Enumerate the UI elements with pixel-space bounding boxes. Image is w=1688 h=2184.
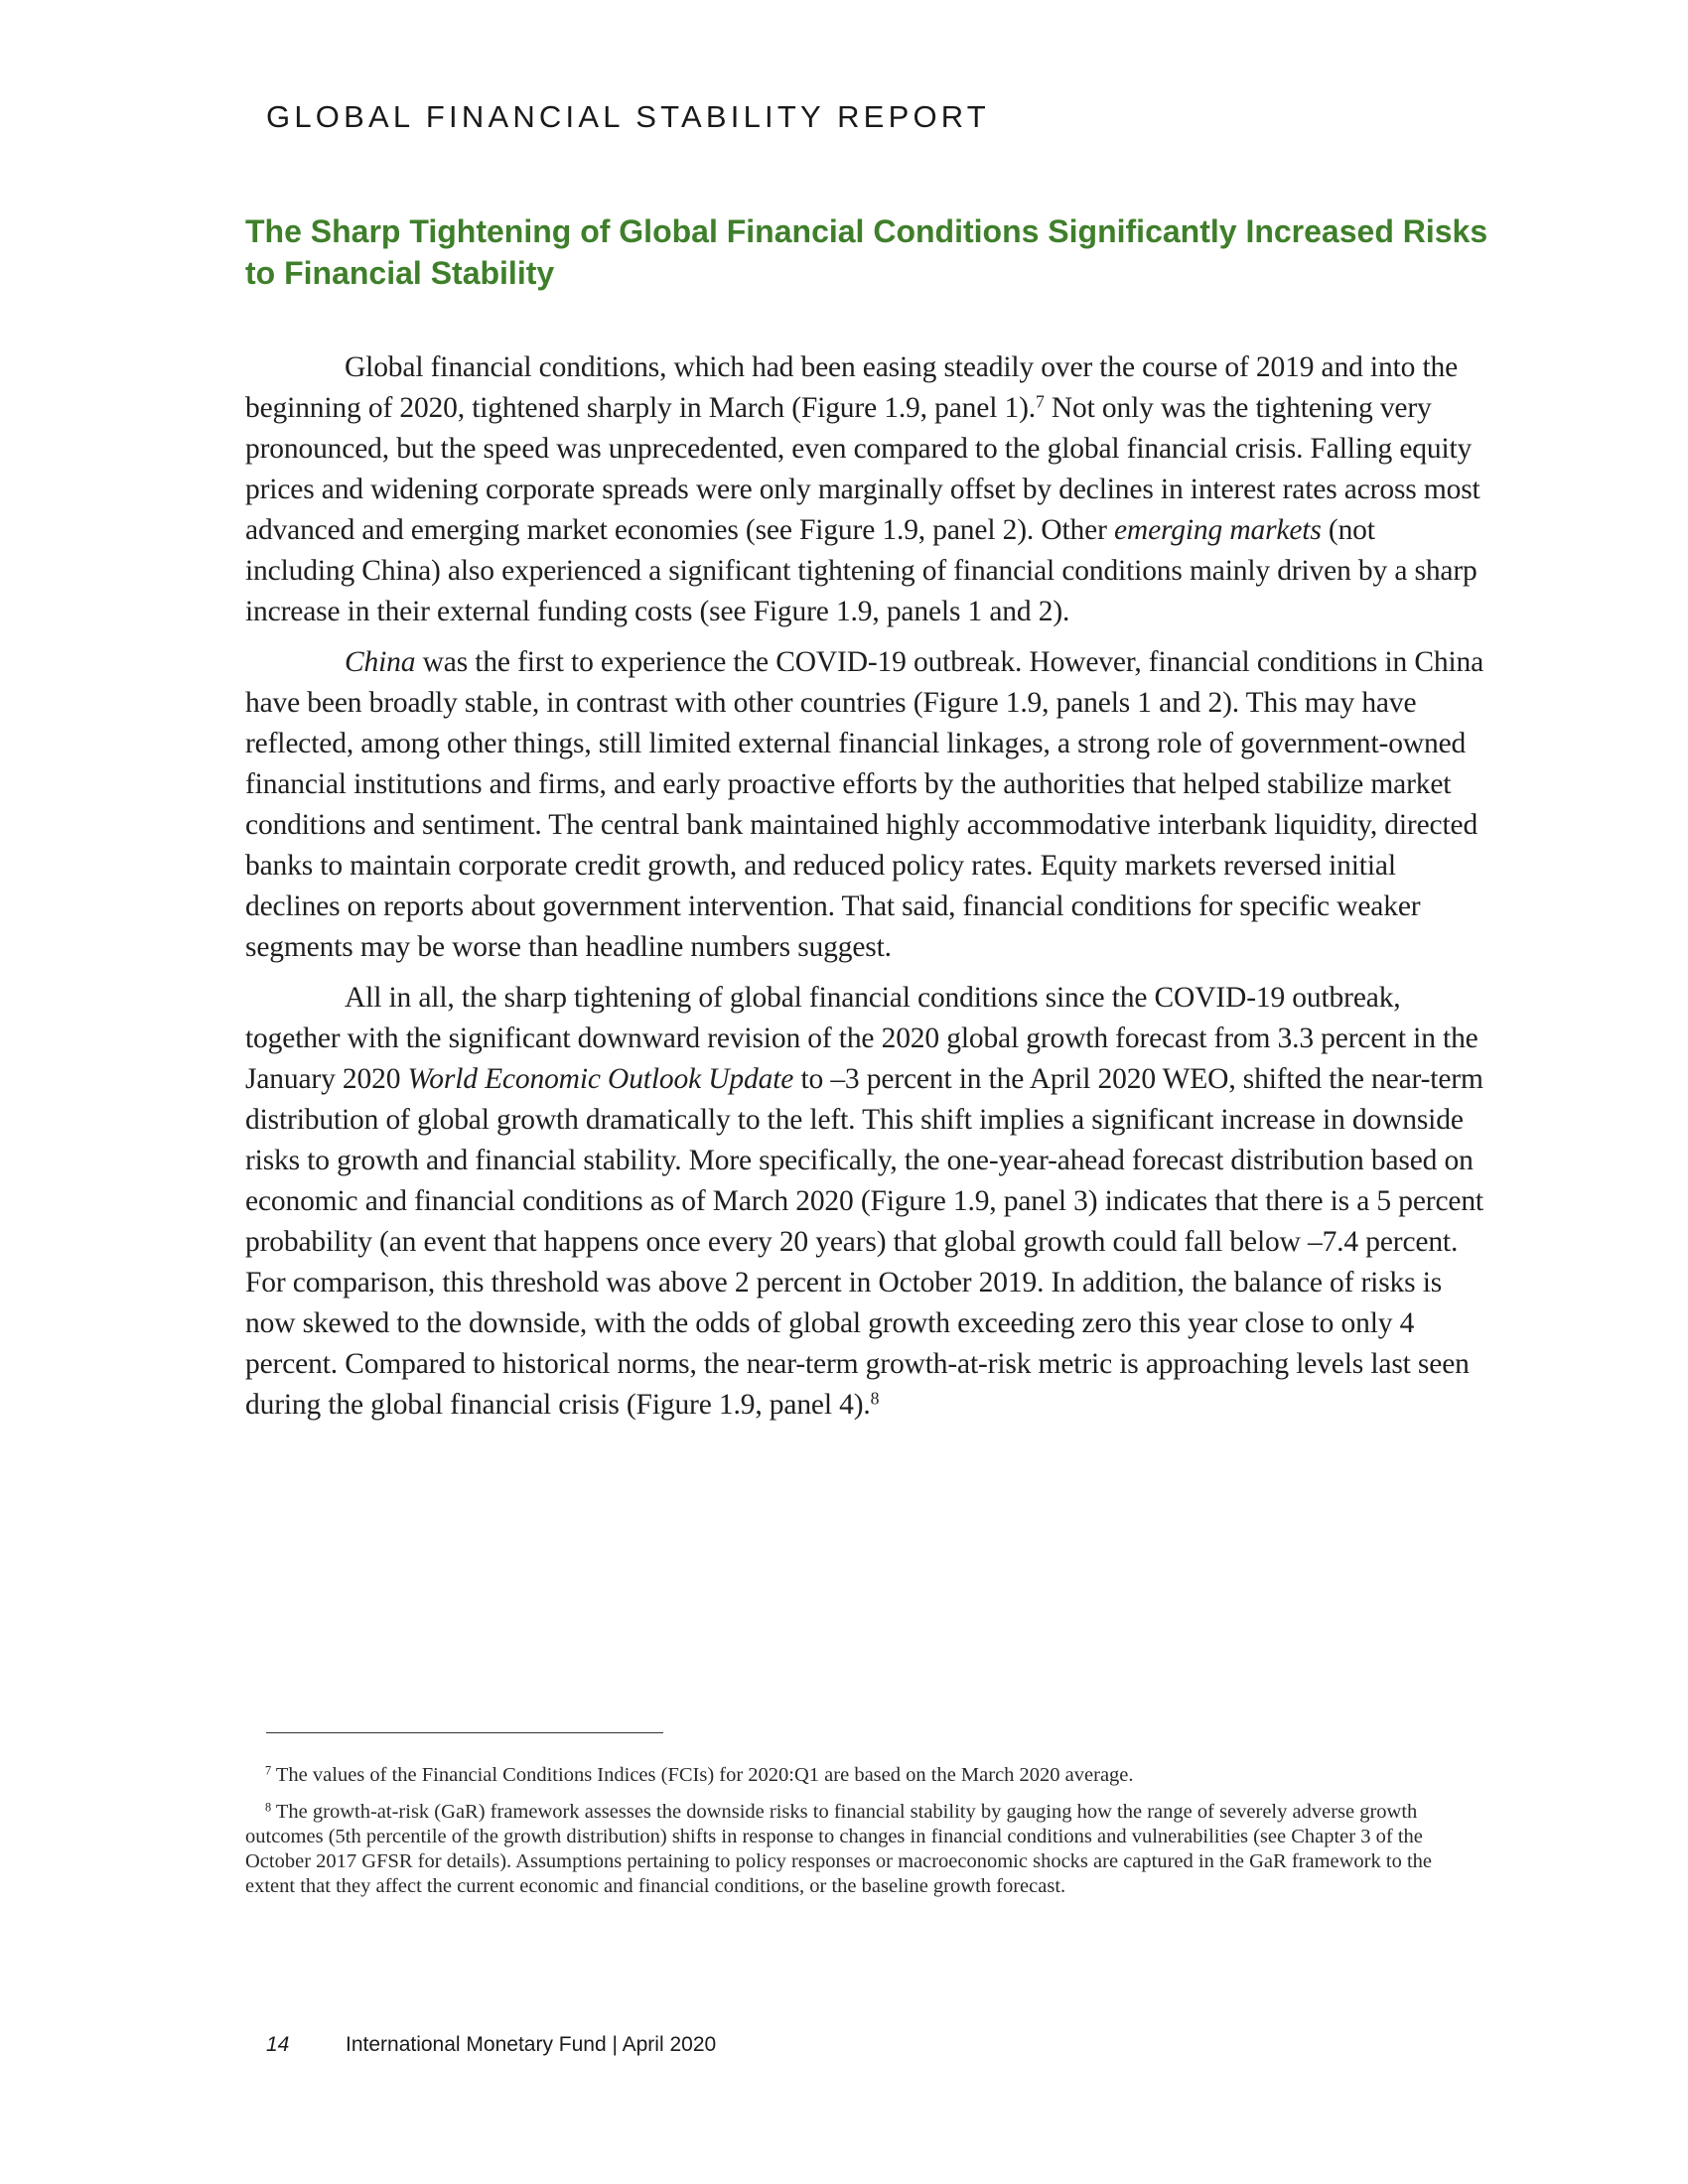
footnotes xyxy=(245,1763,1486,1911)
footnote-7 xyxy=(245,1763,1486,1788)
paragraph-1-text-c: (not including China) also experienced a significant tightening of financial conditions mainly driven by a sharp increase in their external funding costs (see Figure 1.9, panels 1 and 2). xyxy=(245,514,1477,627)
body-text xyxy=(245,347,1486,1435)
paragraph-1-text-b: Not only was the tightening very pronounced, but the speed was unprecedented, even compared to the global financial crisis. Falling equity prices and widening corporate spreads were only marginally offset by declines in interest rates across most advanced and emerging market economies (see Figure 1.9, panel 2). Other xyxy=(245,392,1480,546)
footnote-7-text: The values of the Financial Conditions Indices (FCIs) for 2020:Q1 are based on the March 2020 average. xyxy=(271,1764,1134,1786)
footnote-ref-8[interactable]: 8 xyxy=(870,1388,880,1409)
paragraph-2-text: was the first to experience the COVID-19 outbreak. However, financial conditions in China have been broadly stable, in contrast with other countries (Figure 1.9, panels 1 and 2). This may have reflected, among other things, still limited external financial linkages, a strong role of government-owned financial institutions and firms, and early proactive efforts by the authorities that helped stabilize market conditions and sentiment. The central bank maintained highly accommodative interbank liquidity, directed banks to maintain corporate credit growth, and reduced policy rates. Equity markets reversed initial declines on reports about government intervention. That said, financial conditions for specific weaker segments may be worse than headline numbers suggest. xyxy=(245,646,1484,963)
running-header: GLOBAL FINANCIAL STABILITY REPORT xyxy=(266,99,990,134)
footnote-8 xyxy=(245,1800,1486,1899)
footnote-mark-7: 7 xyxy=(265,1763,272,1778)
footnote-mark-8: 8 xyxy=(265,1800,272,1815)
paragraph-3-text-b: to –3 percent in the April 2020 WEO, shifted the near-term distribution of global growth dramatically to the left. This shift implies a significant increase in downside risks to growth and financial stability. More specifically, the one-year-ahead forecast distribution based on economic and financial conditions as of March 2020 (Figure 1.9, panel 3) indicates that there is a 5 percent probability (an event that happens once every 20 years) that global growth could fall below –7.4 percent. For comparison, this threshold was above 2 percent in October 2019. In addition, the balance of risks is now skewed to the downside, with the odds of global growth exceeding zero this year close to only 4 percent. Compared to historical norms, the near-term growth-at-risk metric is approaching levels last seen during the global financial crisis (Figure 1.9, panel 4). xyxy=(245,1063,1483,1421)
emphasis-weo-update: World Economic Outlook Update xyxy=(407,1063,794,1095)
footer-publisher: International Monetary Fund | April 2020 xyxy=(346,2033,717,2056)
emphasis-china: China xyxy=(345,646,416,678)
emphasis-emerging-markets: emerging markets xyxy=(1113,514,1322,546)
page-footer xyxy=(266,2033,716,2057)
paragraph-2 xyxy=(245,642,1486,968)
paragraph-3-text-a: All in all, the sharp tightening of global financial conditions since the COVID-19 outbreak, together with the significant downward revision of the 2020 global growth forecast from 3.3 percent in the January 2020 xyxy=(245,982,1478,1095)
paragraph-1 xyxy=(245,347,1486,632)
footnote-ref-7[interactable]: 7 xyxy=(1035,391,1045,412)
section-title: The Sharp Tightening of Global Financial Conditions Significantly Increased Risks to Financial Stability xyxy=(245,213,1488,291)
footnote-divider xyxy=(266,1732,663,1733)
paragraph-3 xyxy=(245,978,1486,1426)
footnote-8-text: The growth-at-risk (GaR) framework assesses the downside risks to financial stability by gauging how the range of severely adverse growth outcomes (5th percentile of the growth distribution) shifts in response to changes in financial conditions and vulnerabilities (see Chapter 3 of the October 2017 GFSR for details). Assumptions pertaining to policy responses or macroeconomic shocks are captured in the GaR framework to the extent that they affect the current economic and financial conditions, or the baseline growth forecast. xyxy=(245,1801,1432,1897)
page-number: 14 xyxy=(266,2033,290,2056)
paragraph-1-text-a: Global financial conditions, which had been easing steadily over the course of 2019 and into the beginning of 2020, tightened sharply in March (Figure 1.9, panel 1). xyxy=(245,351,1459,424)
